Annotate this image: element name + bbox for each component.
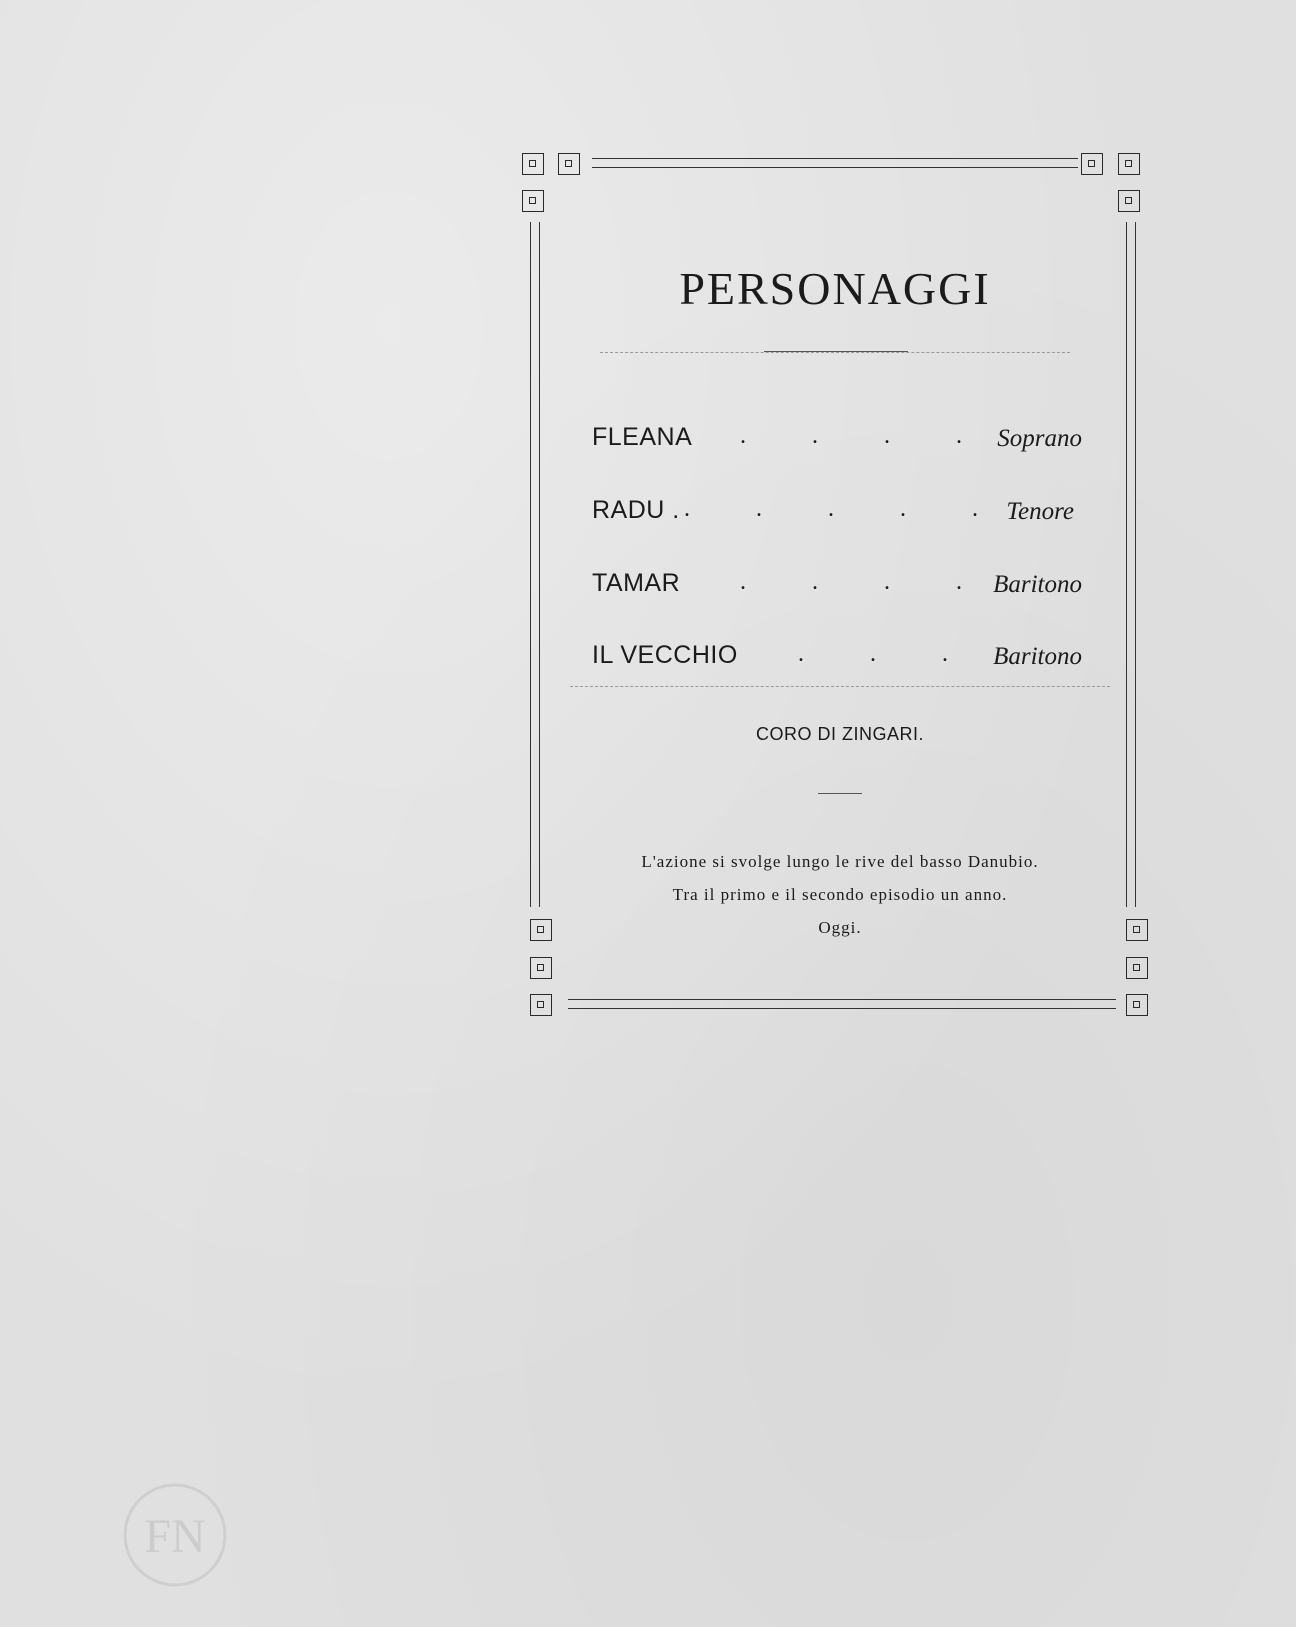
frame-right-rule [1126, 222, 1136, 907]
frame-square-ornament [558, 153, 580, 175]
frame-square-ornament [1118, 190, 1140, 212]
chorus-label: CORO DI ZINGARI. [755, 724, 924, 744]
leader-dots: . . . . . [684, 496, 1008, 522]
chorus-rule [818, 793, 862, 794]
frame-square-ornament [1126, 957, 1148, 979]
frame-square-ornament [1118, 153, 1140, 175]
cast-row [592, 496, 1082, 536]
frame-square-ornament [522, 190, 544, 212]
title-dashed-divider [600, 352, 1070, 353]
character-name: TAMAR [592, 569, 681, 597]
voice-type: Soprano [997, 425, 1082, 452]
today-note: Oggi. [818, 918, 862, 937]
page-title: PERSONAGGI [679, 263, 991, 314]
character-name: IL VECCHIO [592, 641, 738, 669]
frame-square-ornament [530, 957, 552, 979]
frame-square-ornament [522, 153, 544, 175]
leader-dots: . . . . [740, 423, 992, 449]
voice-type: Baritono [993, 643, 1082, 670]
frame-top-rule [592, 158, 1078, 168]
frame-square-ornament [1126, 994, 1148, 1016]
setting-note: L'azione si svolge lungo le rive del basso Danubio. [641, 852, 1039, 871]
voice-type: Tenore [1006, 498, 1074, 525]
frame-square-ornament [1126, 919, 1148, 941]
frame-square-ornament [530, 919, 552, 941]
embossed-monogram-stamp [120, 1480, 230, 1590]
voice-type: Baritono [993, 571, 1082, 598]
cast-row [592, 641, 1082, 681]
character-name: RADU . [592, 496, 680, 524]
leader-dots: . . . . [740, 569, 992, 595]
leader-dots: . . . [798, 641, 978, 667]
frame-square-ornament [1081, 153, 1103, 175]
cast-row [592, 569, 1082, 609]
frame-left-rule [530, 222, 540, 907]
frame-bottom-rule [568, 999, 1116, 1009]
cast-dashed-divider [570, 686, 1110, 687]
cast-row [592, 423, 1082, 463]
time-note: Tra il primo e il secondo episodio un anno. [672, 885, 1008, 904]
monogram-text: FN [144, 1510, 206, 1563]
title-underline [764, 351, 908, 352]
character-name: FLEANA [592, 423, 693, 451]
frame-square-ornament [530, 994, 552, 1016]
